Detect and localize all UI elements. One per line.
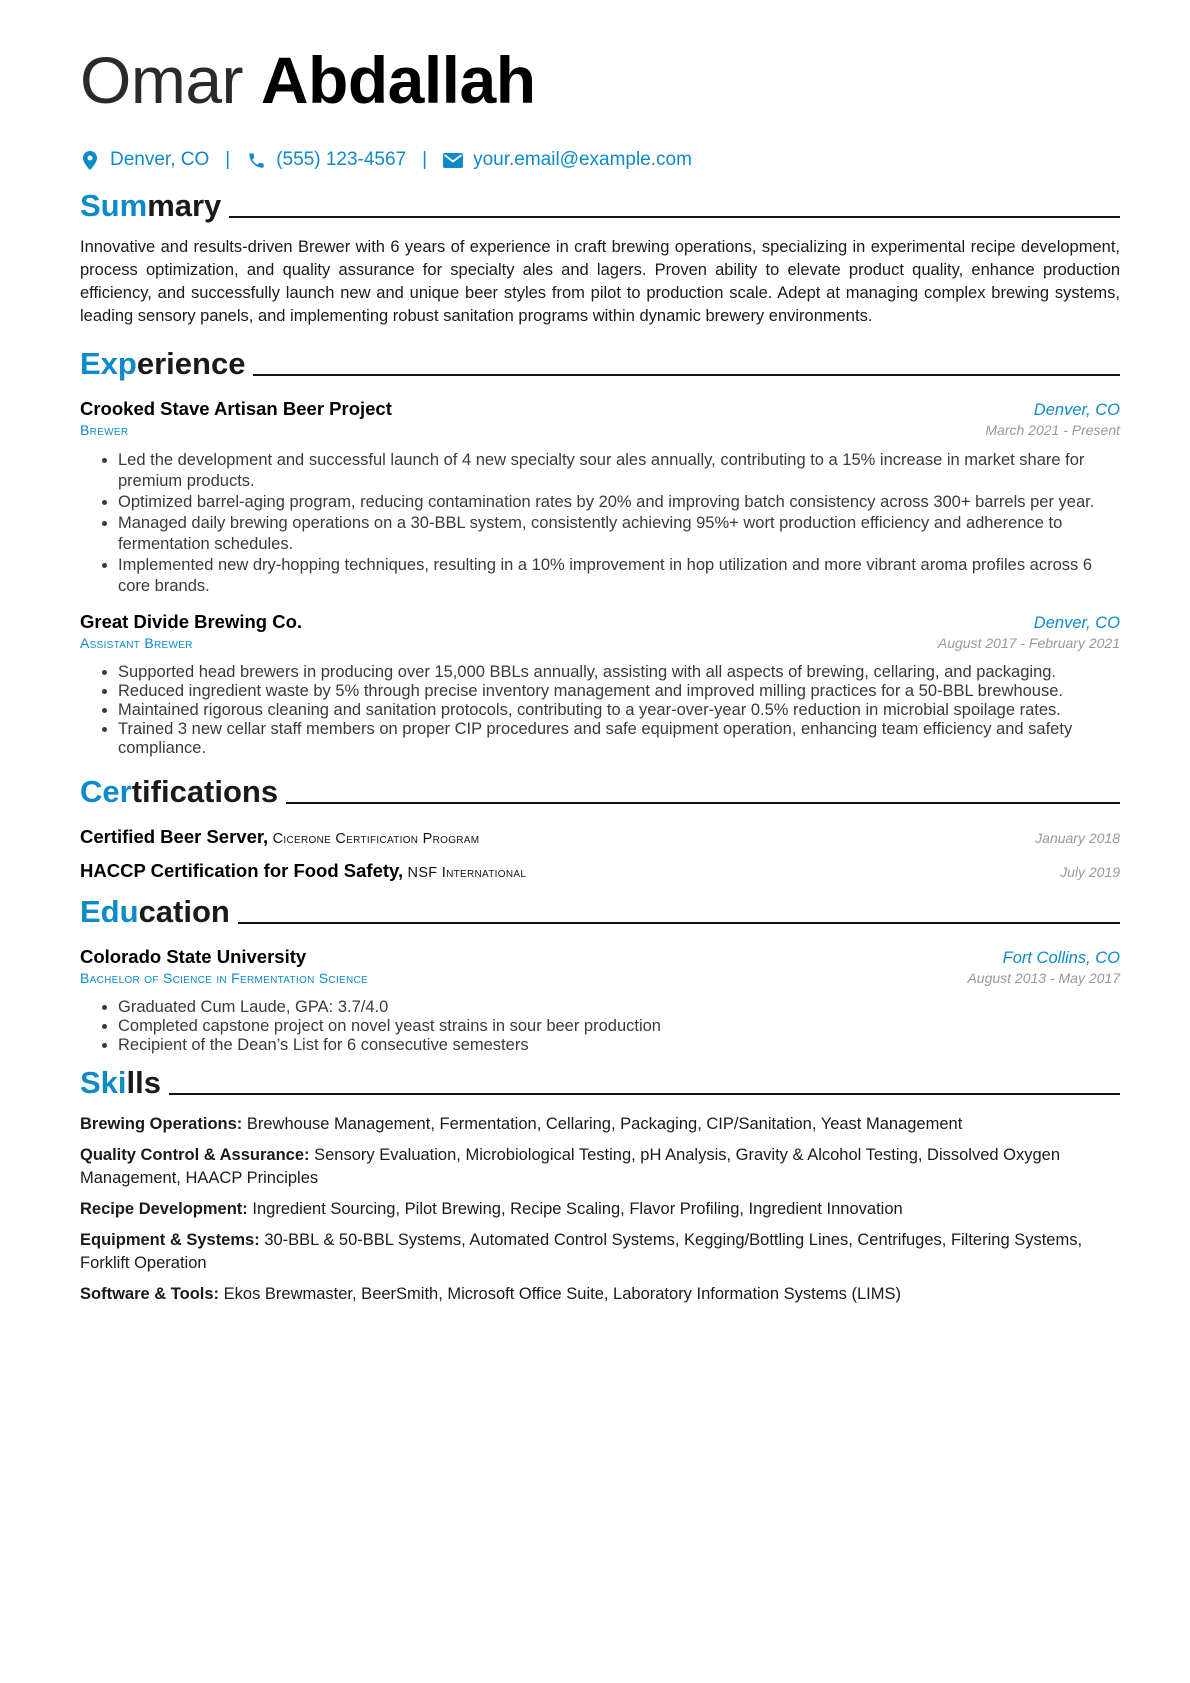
job-dates: August 2017 - February 2021 [937, 635, 1120, 651]
skill-label: Recipe Development: [80, 1200, 248, 1218]
job-location: Denver, CO [1033, 401, 1120, 419]
skill-row [80, 1229, 1120, 1275]
skill-value: Ingredient Sourcing, Pilot Brewing, Recipe Scaling, Flavor Profiling, Ingredient Innovation [252, 1200, 903, 1218]
section-title [80, 894, 230, 930]
company-name: Crooked Stave Artisan Beer Project [80, 398, 392, 419]
list-item: • Implemented new dry-hopping techniques, resulting in a 10% improvement in hop utilization and more vibrant aroma profiles across 6 core brands. [118, 555, 1120, 597]
section-rule [169, 1093, 1120, 1095]
list-item: • Trained 3 new cellar staff members on proper CIP procedures and safe equipment operation, enhancing team efficiency and safety compliance. [118, 720, 1120, 758]
list-item: • Maintained rigorous cleaning and sanitation protocols, contributing to a year-over-year 0.5% reduction in microbial spoilage rates. [118, 701, 1120, 720]
email-link: your.email@example.com [473, 149, 692, 170]
job-title: Assistant Brewer [80, 635, 193, 651]
contact-separator: | [225, 149, 231, 170]
certification-org: NSF International [407, 865, 527, 881]
title-accent: Exp [80, 346, 137, 381]
list-item: • Led the development and successful launch of 4 new specialty sour ales annually, contributing to a 15% increase in market share for premium products. [118, 450, 1120, 492]
skill-value: Sensory Evaluation, Microbiological Testing, pH Analysis, Gravity & Alcohol Testing, Dissolved Oxygen Management, HAACP Principles [80, 1146, 1061, 1187]
skill-row [80, 1113, 1120, 1136]
summary-heading [80, 184, 1120, 224]
school-name: Colorado State University [80, 946, 307, 967]
location-text: Denver, CO [110, 149, 210, 170]
school-location: Fort Collins, CO [1002, 949, 1120, 967]
list-item: • Recipient of the Dean’s List for 6 consecutive semesters [118, 1036, 1120, 1055]
map-pin-icon [80, 150, 100, 170]
achievement-list [80, 663, 1120, 758]
certification-item: Certified Beer Server, Cicerone Certification Program January 2018 [80, 826, 1120, 847]
job-dates: March 2021 - Present [985, 422, 1120, 438]
contact-separator: | [422, 149, 428, 170]
achievement-list [80, 450, 1120, 597]
section-title [80, 1065, 161, 1101]
list-item: • Optimized barrel-aging program, reducing contamination rates by 20% and improving batch consistency across 300+ barrels per year. [118, 492, 1120, 513]
skill-label: Equipment & Systems: [80, 1231, 260, 1249]
certification-name: Certified Beer Server [80, 826, 264, 847]
skills-heading [80, 1061, 1120, 1101]
skill-row [80, 1283, 1120, 1306]
skill-row [80, 1144, 1120, 1190]
contact-phone[interactable] [246, 149, 406, 171]
skill-label: Brewing Operations: [80, 1115, 243, 1133]
education-entry [80, 946, 1120, 1055]
company-name: Great Divide Brewing Co. [80, 611, 303, 632]
skill-value: 30-BBL & 50-BBL Systems, Automated Control Systems, Kegging/Bottling Lines, Centrifuges, Filtering Systems, Forklift Operation [80, 1231, 1083, 1272]
contact-location [80, 149, 209, 171]
section-rule [229, 216, 1120, 218]
list-item: • Completed capstone project on novel yeast strains in sour beer production [118, 1017, 1120, 1036]
resume-page [80, 40, 1120, 1306]
envelope-icon [443, 150, 463, 170]
experience-entry [80, 398, 1120, 597]
certification-item: HACCP Certification for Food Safety, NSF International July 2019 [80, 860, 1120, 881]
title-accent: Cer [80, 774, 132, 809]
title-rest: erience [136, 346, 246, 381]
title-accent: Sum [80, 188, 148, 223]
skill-value: Ekos Brewmaster, BeerSmith, Microsoft Office Suite, Laboratory Information Systems (LIMS) [223, 1285, 901, 1303]
education-dates: August 2013 - May 2017 [967, 970, 1120, 986]
title-rest: cation [138, 894, 230, 929]
title-rest: lls [126, 1065, 161, 1100]
experience-entry [80, 611, 1120, 758]
education-list [80, 998, 1120, 1055]
skill-label: Quality Control & Assurance: [80, 1146, 310, 1164]
contact-line [80, 146, 1120, 174]
certification-name: HACCP Certification for Food Safety [80, 860, 398, 881]
summary-text: Innovative and results-driven Brewer with 6 years of experience in craft brewing operations, specializing in experimental recipe development, process optimization, and quality assurance for specialty ales and lagers. Proven ability to elevate product quality, enhance production efficiency, and successfully launch new and unique beer styles from pilot to production scale. Adept at managing complex brewing systems, leading sensory panels, and implementing robust sanitation programs within dynamic brewery environments. [80, 238, 1120, 325]
skill-value: Brewhouse Management, Fermentation, Cellaring, Packaging, CIP/Sanitation, Yeast Management [246, 1115, 963, 1133]
title-accent: Edu [80, 894, 139, 929]
certification-org: Cicerone Certification Program [272, 831, 480, 847]
list-item: • Managed daily brewing operations on a 30-BBL system, consistently achieving 95%+ wort production efficiency and adherence to fermentation schedules. [118, 513, 1120, 555]
section-rule [253, 374, 1120, 376]
certifications-heading [80, 770, 1120, 810]
section-title [80, 774, 278, 810]
experience-heading [80, 342, 1120, 382]
title-rest: mary [147, 188, 222, 223]
list-item: • Reduced ingredient waste by 5% through precise inventory management and improved milling practices for a 50-BBL brewhouse. [118, 682, 1120, 701]
section-title [80, 188, 221, 224]
education-heading [80, 890, 1120, 930]
title-accent: Ski [80, 1065, 127, 1100]
certification-date: July 2019 [1060, 864, 1120, 880]
list-item: • Graduated Cum Laude, GPA: 3.7/4.0 [118, 998, 1120, 1017]
degree: Bachelor of Science in Fermentation Science [80, 970, 369, 986]
section-title [80, 346, 245, 382]
skill-row [80, 1198, 1120, 1221]
phone-text: (555) 123-4567 [276, 149, 407, 170]
candidate-name [80, 40, 1120, 120]
job-title: Brewer [80, 422, 129, 438]
title-rest: tifications [131, 774, 279, 809]
phone-icon [246, 150, 266, 170]
list-item: • Supported head brewers in producing over 15,000 BBLs annually, assisting with all aspects of brewing, cellaring, and packaging. [118, 663, 1120, 682]
skill-label: Software & Tools: [80, 1285, 220, 1303]
section-rule [286, 802, 1120, 804]
section-rule [238, 922, 1120, 924]
contact-email[interactable] [443, 149, 692, 171]
job-location: Denver, CO [1033, 614, 1120, 632]
last-name: Abdallah [260, 43, 536, 117]
first-name: Omar [80, 43, 243, 117]
certification-date: January 2018 [1035, 830, 1120, 846]
